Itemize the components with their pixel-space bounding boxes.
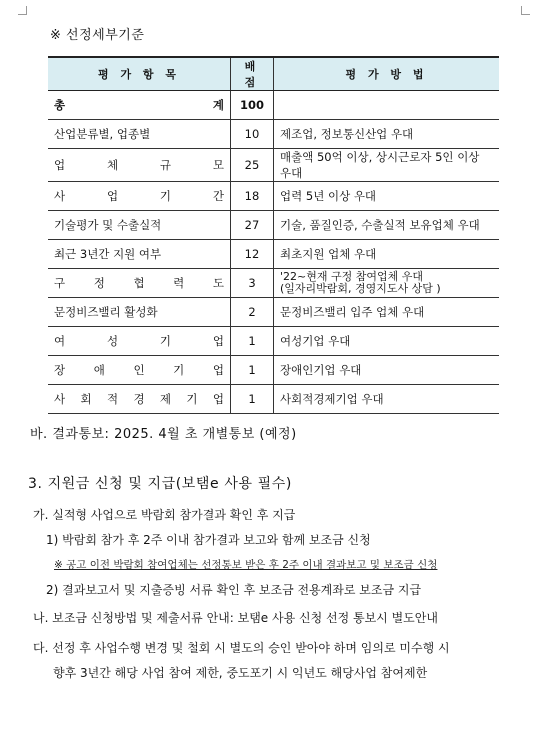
- row-method-line2: (일자리박람회, 경영지도사 상담 ): [280, 282, 441, 295]
- row-item: 여 성 기 업: [48, 327, 231, 356]
- row-method: 장애인기업 우대: [274, 356, 500, 385]
- table-row: [48, 120, 499, 149]
- result-notice: 바. 결과통보: 2025. 4월 초 개별통보 (예정): [30, 427, 297, 442]
- notice-note: ※ 공고 이전 박람회 참여업체는 선정통보 받은 후 2주 이내 결과보고 및 보조금 신청: [54, 559, 438, 571]
- step-1: 1) 박람회 참가 후 2주 이내 참가결과 보고와 함께 보조금 신청: [46, 533, 371, 547]
- row-item: 장 애 인 기 업: [48, 356, 231, 385]
- table-row: [48, 356, 499, 385]
- row-item: 기술평가 및 수출실적: [48, 211, 231, 240]
- row-score: 3: [231, 269, 274, 298]
- row-method: 업력 5년 이상 우대: [274, 182, 500, 211]
- row-score: 1: [231, 385, 274, 414]
- row-method: 사회적경제기업 우대: [274, 385, 500, 414]
- table-row-total: [48, 91, 499, 120]
- section-title: ※ 선정세부기준: [50, 28, 145, 43]
- step-2: 2) 결과보고서 및 지출증빙 서류 확인 후 보조금 전용계좌로 보조금 지급: [46, 583, 422, 597]
- table-row: [48, 269, 499, 298]
- row-method: [274, 269, 500, 298]
- table-row: [48, 240, 499, 269]
- paragraph-da-line1: 다. 선정 후 사업수행 변경 및 철회 시 별도의 승인 받아야 하며 임의로 미수행 시: [33, 641, 450, 655]
- total-method: [274, 91, 500, 120]
- row-item: 산업분류별, 업종별: [48, 120, 231, 149]
- row-score: 27: [231, 211, 274, 240]
- header-item: 평 가 항 목: [48, 57, 231, 91]
- total-score: 100: [231, 91, 274, 120]
- row-item: 구 정 협 력 도: [48, 269, 231, 298]
- row-score: 2: [231, 298, 274, 327]
- row-item: 사 업 기 간: [48, 182, 231, 211]
- row-method: 기술, 품질인증, 수출실적 보유업체 우대: [274, 211, 500, 240]
- row-score: 1: [231, 327, 274, 356]
- paragraph-na: 나. 보조금 신청방법 및 제출서류 안내: 보탬e 사용 신청 선정 통보시 별도안내: [33, 611, 438, 625]
- page-corner-mark-right: [521, 6, 530, 15]
- row-method-line1: '22~현재 구정 참여업체 우대: [280, 270, 423, 283]
- row-method: 매출액 50억 이상, 상시근로자 5인 이상 우대: [274, 149, 500, 182]
- row-score: 1: [231, 356, 274, 385]
- page-corner-mark-left: [18, 6, 27, 15]
- table-row: [48, 327, 499, 356]
- table-row: [48, 385, 499, 414]
- row-item: 업 체 규 모: [48, 149, 231, 182]
- row-score: 12: [231, 240, 274, 269]
- header-score: 배 점: [231, 57, 274, 91]
- table-row: [48, 211, 499, 240]
- header-method: 평 가 방 법: [274, 57, 500, 91]
- row-score: 25: [231, 149, 274, 182]
- row-method: 문정비즈밸리 입주 업체 우대: [274, 298, 500, 327]
- total-label-a: 총: [54, 98, 66, 112]
- table-row: [48, 149, 499, 182]
- row-method: 여성기업 우대: [274, 327, 500, 356]
- section3-title: 3. 지원금 신청 및 지급(보탬e 사용 필수): [28, 476, 292, 492]
- row-method: 최초지원 업체 우대: [274, 240, 500, 269]
- paragraph-ga: 가. 실적형 사업으로 박람회 참가결과 확인 후 지급: [33, 508, 296, 522]
- total-label-b: 계: [212, 98, 224, 112]
- row-item: 최근 3년간 지원 여부: [48, 240, 231, 269]
- table-header-row: [48, 57, 499, 91]
- row-method: 제조업, 정보통신산업 우대: [274, 120, 500, 149]
- row-score: 18: [231, 182, 274, 211]
- criteria-table: [48, 56, 499, 414]
- row-score: 10: [231, 120, 274, 149]
- total-label: [48, 91, 231, 120]
- row-item: 문정비즈밸리 활성화: [48, 298, 231, 327]
- table-row: [48, 298, 499, 327]
- table-row: [48, 182, 499, 211]
- paragraph-da-line2: 향후 3년간 해당 사업 참여 제한, 중도포기 시 익년도 해당사업 참여제한: [53, 666, 428, 680]
- row-item: 사 회 적 경 제 기 업: [48, 385, 231, 414]
